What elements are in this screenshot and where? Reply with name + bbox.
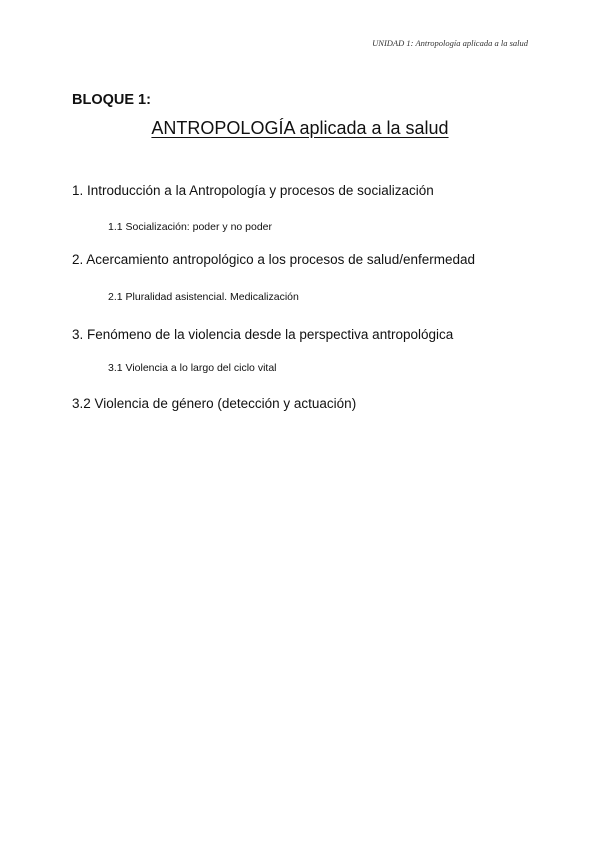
block-label: BLOQUE 1: — [72, 92, 151, 108]
section-heading: 3. Fenómeno de la violencia desde la perspectiva antropológica — [72, 327, 454, 342]
section-heading: 1. Introducción a la Antropología y procesos de socialización — [72, 183, 434, 198]
subsection-heading: 2.1 Pluralidad asistencial. Medicalización — [108, 291, 299, 303]
document-title: ANTROPOLOGÍA aplicada a la salud — [151, 118, 449, 138]
subsection-heading: 1.1 Socialización: poder y no poder — [108, 221, 273, 233]
subsection-heading: 3.1 Violencia a lo largo del ciclo vital — [108, 362, 277, 374]
running-header: UNIDAD 1: Antropología aplicada a la salud — [372, 38, 528, 48]
section-heading: 2. Acercamiento antropológico a los procesos de salud/enfermedad — [72, 252, 475, 267]
section-heading: 3.2 Violencia de género (detección y actuación) — [72, 396, 357, 411]
